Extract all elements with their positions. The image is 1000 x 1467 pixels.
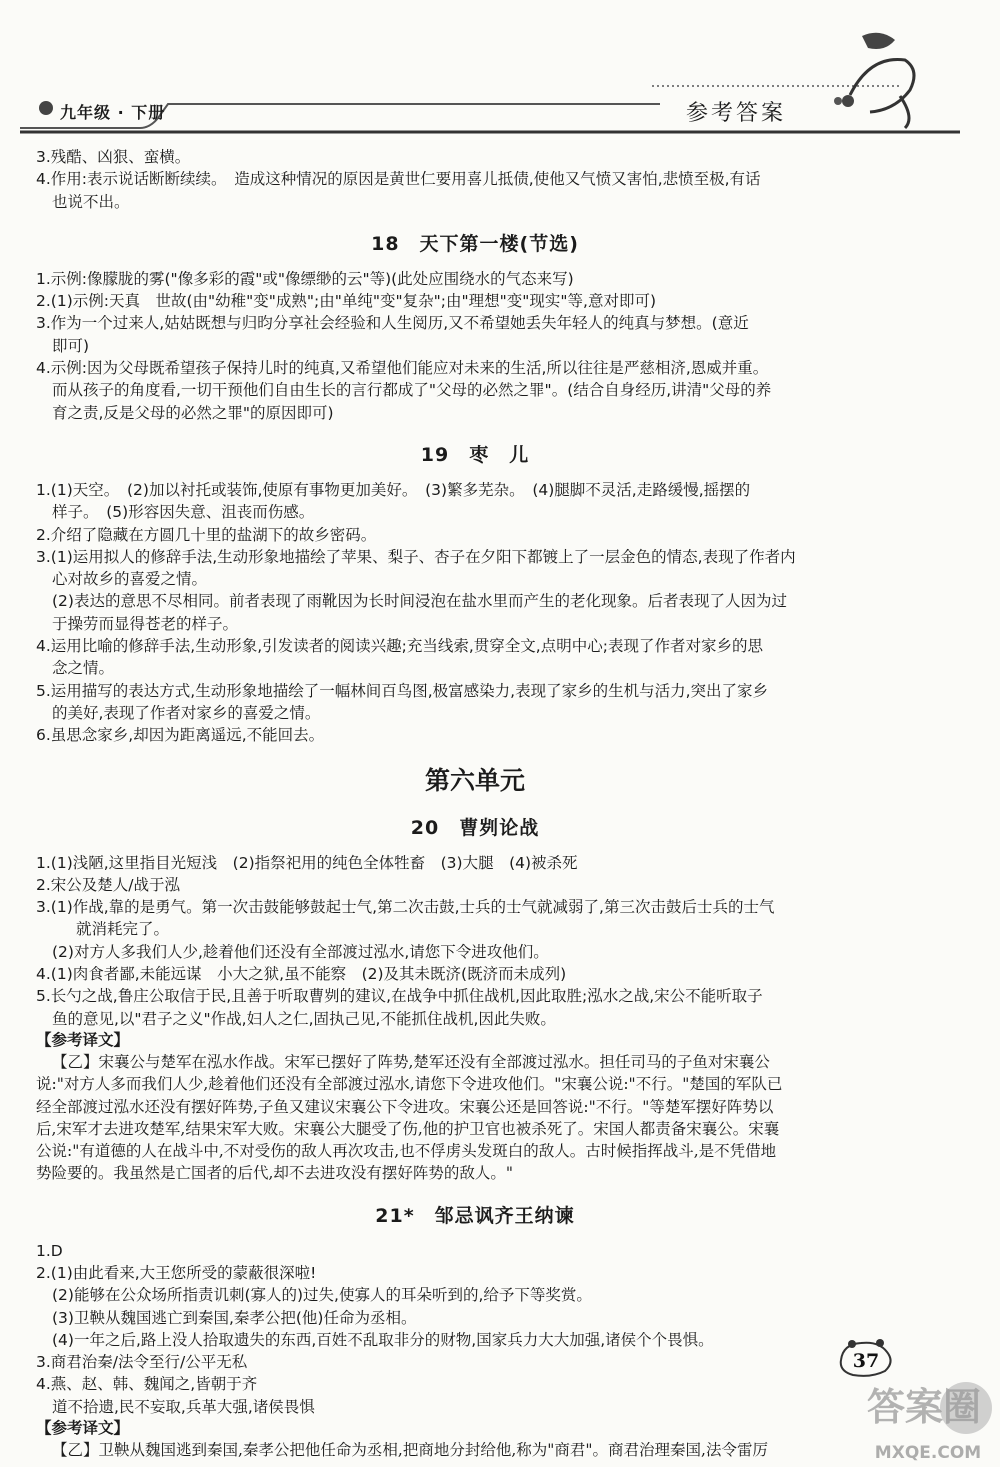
site-watermark xyxy=(856,1370,996,1467)
answer-line: (2)对方人多我们人少,趁着他们还没有全部渡过泓水,请您下令进攻他们。 xyxy=(52,942,549,961)
answer-line: 样子。 (5)形容因失意、沮丧而伤感。 xyxy=(52,503,315,522)
answer-content xyxy=(36,146,914,1461)
answer-line: 于操劳而显得苍老的样子。 xyxy=(52,614,239,633)
answer-line: 而从孩子的角度看,一切干预他们自由生长的言行都成了"父母的必然之罪"。(结合自身经历,讲清"父母的养 xyxy=(52,381,772,400)
answer-line: 2.宋公及楚人/战于泓 xyxy=(36,875,181,894)
translation-line: 经全部渡过泓水还没有摆好阵势,子鱼又建议宋襄公下令进攻。宋襄公还是回答说:"不行。"等楚军摆好阵势以 xyxy=(36,1097,774,1116)
answer-line: 1.示例:像朦胧的雾("像多彩的霞"或"像缥缈的云"等)(此处应围绕水的气态来写) xyxy=(36,269,574,288)
answer-line: 4.运用比喻的修辞手法,生动形象,引发读者的阅读兴趣;充当线索,贯穿全文,点明中心;表现了作者对家乡的思 xyxy=(36,637,763,656)
page-number: 37 xyxy=(852,1350,880,1372)
translation-line: 说:"对方人多而我们人少,趁着他们还没有全部渡过泓水,请您下令进攻他们。"宋襄公说:"不行。"楚国的军队已 xyxy=(36,1075,783,1094)
translation-line: 势险要的。我虽然是亡国者的后代,却不去进攻没有摆好阵势的敌人。" xyxy=(36,1164,514,1183)
answer-line: 2.(1)示例:天真 世故(由"幼稚"变"成熟";由"单纯"变"复杂";由"理想"变"现实"等,意对即可) xyxy=(36,292,656,311)
unit-title: 第六单元 xyxy=(424,765,525,795)
answer-line: 1.D xyxy=(36,1241,63,1260)
answer-line: 1.(1)浅陋,这里指目光短浅 (2)指祭祀用的纯色全体牲畜 (3)大腿 (4)被杀死 xyxy=(36,853,578,872)
answer-line: (3)卫鞅从魏国逃亡到秦国,秦孝公把(他)任命为丞相。 xyxy=(52,1308,417,1327)
section-title-21: 21* 邹忌讽齐王纳谏 xyxy=(375,1204,575,1227)
answer-line: 5.运用描写的表达方式,生动形象地描绘了一幅林间百鸟图,极富感染力,表现了家乡的生机与活力,突出了家乡 xyxy=(36,681,768,700)
answer-line: 也说不出。 xyxy=(52,192,130,211)
answer-line: 3.(1)运用拟人的修辞手法,生动形象地描绘了苹果、梨子、杏子在夕阳下都镀上了一层金色的情态,表现了作者内 xyxy=(36,547,796,566)
answer-line: 6.虽思念家乡,却因为距离遥远,不能回去。 xyxy=(36,726,325,745)
section-title-20: 20 曹刿论战 xyxy=(410,816,540,839)
translation-line: 【乙】卫鞅从魏国逃到秦国,秦孝公把他任命为丞相,把商地分封给他,称为"商君"。商君治理秦国,法令雷厉 xyxy=(52,1441,768,1460)
answer-line: 3.作为一个过来人,姑姑既想与归昀分享社会经验和人生阅历,又不希望她丢失年轻人的纯真与梦想。(意近 xyxy=(36,314,749,333)
section-title-19: 19 枣 儿 xyxy=(420,443,530,466)
page-header xyxy=(0,0,1000,140)
answer-line: 的美好,表现了作者对家乡的喜爱之情。 xyxy=(52,703,321,722)
answer-line: 4.示例:因为父母既希望孩子保持儿时的纯真,又希望他们能应对未来的生活,所以往往是严慈相济,恩威并重。 xyxy=(36,359,769,378)
answer-line: (2)表达的意思不尽相同。前者表现了雨靴因为长时间浸泡在盐水里而产生的老化现象。后者表现了人因为过 xyxy=(52,592,787,611)
answer-line: 鱼的意见,以"君子之义"作战,妇人之仁,固执己见,不能抓住战机,因此失败。 xyxy=(52,1009,556,1028)
translation-line: 后,宋军才去进攻楚军,结果宋军大败。宋襄公大腿受了伤,他的护卫官也被杀死了。宋国人都责备宋襄公。宋襄 xyxy=(36,1119,780,1138)
answer-line: 3.残酷、凶狠、蛮横。 xyxy=(36,148,191,166)
svg-text:答案圈: 答案圈 xyxy=(866,1385,982,1429)
answer-line: 4.作用:表示说话断断续续。 造成这种情况的原因是黄世仁要用喜儿抵债,使他又气愤又害怕,悲愤至极,有话 xyxy=(36,170,761,189)
answer-line: 4.燕、赵、韩、魏闻之,皆朝于齐 xyxy=(36,1375,258,1394)
answer-line: 心对故乡的喜爱之情。 xyxy=(52,570,208,589)
watermark-text: MXQE.COM xyxy=(874,1443,982,1463)
answer-line: 1.(1)天空。 (2)加以衬托或装饰,使原有事物更加美好。 (3)繁多芜杂。 (4)腿脚不灵活,走路缓慢,摇摆的 xyxy=(36,480,751,499)
section-title-18: 18 天下第一楼(节选) xyxy=(371,232,579,255)
answer-line: (4)一年之后,路上没人拾取遗失的东西,百姓不乱取非分的财物,国家兵力大大加强,诸侯个个畏惧。 xyxy=(52,1330,714,1349)
header-title: 参考答案 xyxy=(686,101,787,126)
answer-line: 3.商君治秦/法令至行/公平无私 xyxy=(36,1353,248,1372)
answer-line: 2.介绍了隐藏在方圆几十里的盐湖下的故乡密码。 xyxy=(36,525,377,544)
answer-line: 5.长勺之战,鲁庄公取信于民,且善于听取曹刿的建议,在战争中抓住战机,因此取胜;泓水之战,宋公不能听取子 xyxy=(36,987,763,1006)
answer-line: 就消耗完了。 xyxy=(76,920,170,939)
header-grade: 九年级 · 下册 xyxy=(60,103,166,122)
answer-line: 育之责,反是父母的必然之罪"的原因即可) xyxy=(52,403,334,422)
reference-translation-label: 【参考译文】 xyxy=(36,1030,130,1049)
translation-line: 【乙】宋襄公与楚军在泓水作战。宋军已摆好了阵势,楚军还没有全部渡过泓水。担任司马的子鱼对宋襄公 xyxy=(52,1052,770,1071)
reference-translation-label: 【参考译文】 xyxy=(36,1419,130,1438)
translation-line: 公说:"有道德的人在战斗中,不对受伤的敌人再次攻击,也不俘虏头发斑白的敌人。古时候指挥战斗,是不凭借地 xyxy=(36,1142,777,1161)
answer-line: 即可) xyxy=(52,336,90,355)
answer-line: 3.(1)作战,靠的是勇气。第一次击鼓能够鼓起士气,第二次击鼓,士兵的士气就减弱了,第三次击鼓后士兵的士气 xyxy=(36,898,775,917)
answer-line: 4.(1)肉食者鄙,未能远谋 小大之狱,虽不能察 (2)及其未既济(既济而未成列) xyxy=(36,965,567,984)
answer-line: (2)能够在公众场所指责讥刺(寡人的)过失,使寡人的耳朵听到的,给予下等奖赏。 xyxy=(52,1286,592,1305)
answer-line: 2.(1)由此看来,大王您所受的蒙蔽很深啦! xyxy=(36,1263,317,1282)
answer-line: 道不拾遗,民不妄取,兵革大强,诸侯畏惧 xyxy=(52,1397,315,1416)
answer-line: 念之情。 xyxy=(52,659,115,678)
